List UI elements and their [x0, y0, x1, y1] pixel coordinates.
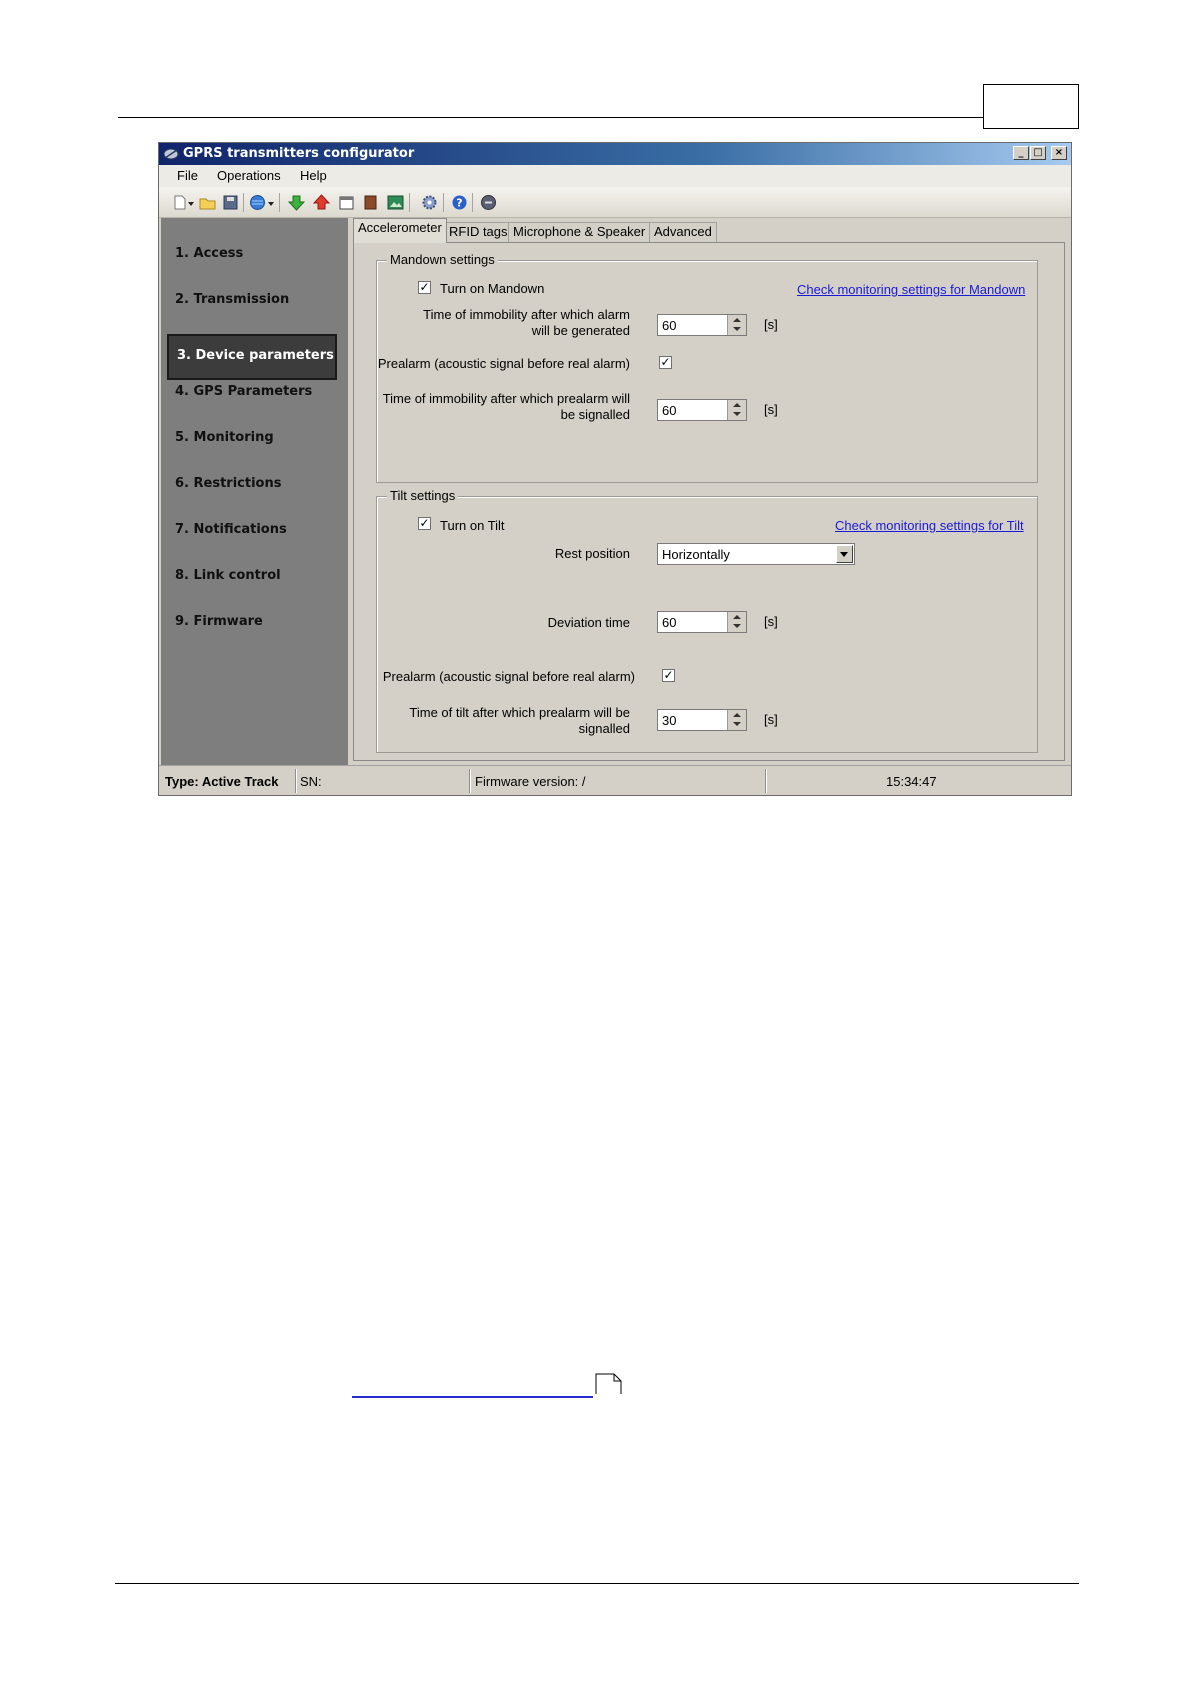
- menu-file[interactable]: File: [177, 168, 198, 183]
- tilt-settings-group: [376, 488, 1038, 753]
- mandown-prealarm-time-stepper[interactable]: [657, 399, 747, 421]
- tilt-prealarm-time-stepper[interactable]: [657, 709, 747, 731]
- minimize-button[interactable]: _: [1013, 146, 1029, 160]
- deviation-time-stepper[interactable]: [657, 611, 747, 633]
- menu-operations[interactable]: Operations: [217, 168, 281, 183]
- read-from-device-icon[interactable]: [288, 194, 305, 211]
- status-bar: [159, 765, 1071, 796]
- mandown-prealarm-time-value: 60: [662, 403, 677, 418]
- immobility-label: Time of immobility after which alarm: [423, 307, 630, 322]
- exit-icon[interactable]: [480, 194, 497, 211]
- sidebar-item-notifications[interactable]: 7. Notifications: [175, 522, 287, 537]
- tilt-monitoring-link[interactable]: Check monitoring settings for Tilt: [835, 518, 1024, 533]
- content-area: [349, 218, 1069, 765]
- page-header-rule: [118, 117, 984, 118]
- sidebar-item-transmission[interactable]: 2. Transmission: [175, 292, 290, 307]
- immobility-unit: [s]: [764, 317, 778, 332]
- tab-microphone-speaker[interactable]: Microphone & Speaker: [508, 222, 650, 242]
- image-icon[interactable]: [387, 194, 404, 211]
- page-number-box: [983, 84, 1079, 129]
- immobility-label-cont: will be generated: [531, 323, 630, 338]
- tilt-prealarm-checkbox[interactable]: ✓: [663, 668, 674, 682]
- page-footer-rule: [115, 1583, 1079, 1584]
- tab-advanced[interactable]: Advanced: [649, 222, 717, 242]
- rest-position-value: Horizontally: [662, 547, 730, 562]
- toolbar-separator: [279, 193, 280, 212]
- mandown-prealarm-checkbox[interactable]: ✓: [660, 355, 671, 369]
- help-icon[interactable]: [451, 194, 468, 211]
- sidebar-item-restrictions[interactable]: 6. Restrictions: [175, 476, 282, 491]
- close-button[interactable]: ×: [1051, 146, 1067, 160]
- open-folder-icon[interactable]: [199, 194, 216, 211]
- rest-position-label: Rest position: [554, 546, 630, 561]
- mandown-prealarm-time-label: Time of immobility after which prealarm will: [382, 391, 630, 406]
- rest-position-select[interactable]: [657, 543, 855, 565]
- status-separator: [765, 769, 766, 793]
- tilt-prealarm-time-label: Time of tilt after which prealarm will be: [409, 705, 630, 720]
- immobility-stepper-arrows[interactable]: [727, 315, 746, 335]
- dropdown-icon[interactable]: [187, 194, 195, 211]
- svg-text:?: ?: [456, 196, 463, 210]
- accelerometer-pane: [353, 242, 1065, 761]
- status-separator: [295, 769, 296, 793]
- mandown-prealarm-unit: [s]: [764, 402, 778, 417]
- tab-accelerometer[interactable]: Accelerometer: [353, 218, 447, 243]
- new-icon[interactable]: [171, 194, 188, 211]
- sidebar-item-monitoring[interactable]: 5. Monitoring: [175, 430, 274, 445]
- toolbar-separator: [472, 193, 473, 212]
- title-bar[interactable]: [159, 143, 1071, 165]
- tilt-prealarm-label: Prealarm (acoustic signal before real alarm): [382, 669, 635, 684]
- serial-number-status: SN:: [300, 774, 322, 789]
- toolbar-separator: [443, 193, 444, 212]
- mandown-monitoring-link[interactable]: Check monitoring settings for Mandown: [797, 282, 1026, 297]
- device-type-status: Type: Active Track: [165, 774, 279, 789]
- globe-connect-icon[interactable]: [249, 194, 266, 211]
- sidebar-item-gps-parameters[interactable]: 4. GPS Parameters: [175, 384, 313, 399]
- tilt-prealarm-time-label-cont: signalled: [578, 721, 630, 736]
- deviation-stepper-arrows[interactable]: [727, 612, 746, 632]
- sidebar-item-link-control[interactable]: 8. Link control: [175, 568, 281, 583]
- tilt-prealarm-unit: [s]: [764, 712, 778, 727]
- sidebar-item-device-parameters-label: 3. Device parameters: [177, 348, 334, 363]
- configurator-window: [158, 142, 1072, 796]
- deviation-time-label: Deviation time: [547, 615, 630, 630]
- tab-rfid-tags[interactable]: RFID tags: [444, 222, 513, 242]
- mandown-prealarm-stepper-arrows[interactable]: [727, 400, 746, 420]
- maximize-button[interactable]: □: [1030, 146, 1046, 160]
- tilt-prealarm-stepper-arrows[interactable]: [727, 710, 746, 730]
- immobility-time-value: 60: [662, 318, 677, 333]
- mandown-settings-group: [376, 252, 1038, 483]
- write-to-device-icon[interactable]: [313, 194, 330, 211]
- menu-help[interactable]: Help: [300, 168, 327, 183]
- mandown-checkbox[interactable]: ✓: [419, 280, 430, 294]
- dropdown-icon[interactable]: [267, 194, 275, 211]
- chevron-down-icon[interactable]: [836, 545, 853, 563]
- toolbar: [159, 187, 1071, 218]
- deviation-time-value: 60: [662, 615, 677, 630]
- firmware-version-status: Firmware version: /: [475, 774, 586, 789]
- sidebar: [161, 218, 348, 765]
- status-separator: [469, 769, 470, 793]
- page-reference-icon: [595, 1373, 623, 1395]
- document-link-underline[interactable]: [352, 1396, 593, 1398]
- mandown-group-title: Mandown settings: [387, 252, 498, 267]
- sidebar-item-firmware[interactable]: 9. Firmware: [175, 614, 263, 629]
- toolbar-separator: [409, 193, 410, 212]
- immobility-time-stepper[interactable]: [657, 314, 747, 336]
- tab-strip: [349, 218, 1069, 242]
- toolbar-separator: [243, 193, 244, 212]
- settings-gear-icon[interactable]: [421, 194, 438, 211]
- mandown-prealarm-time-label-cont: be signalled: [560, 407, 630, 422]
- mandown-prealarm-label: Prealarm (acoustic signal before real alarm): [377, 356, 630, 371]
- mandown-checkbox-label: Turn on Mandown: [440, 281, 545, 296]
- calendar-icon[interactable]: [338, 194, 355, 211]
- clock-status: 15:34:47: [886, 774, 937, 789]
- app-icon: [163, 147, 179, 161]
- menu-bar: [159, 165, 1071, 187]
- tilt-checkbox-label: Turn on Tilt: [440, 518, 505, 533]
- tilt-prealarm-time-value: 30: [662, 713, 677, 728]
- deviation-unit: [s]: [764, 614, 778, 629]
- book-icon[interactable]: [362, 194, 379, 211]
- save-icon[interactable]: [222, 194, 239, 211]
- sidebar-item-access[interactable]: 1. Access: [175, 246, 244, 261]
- tilt-group-title: Tilt settings: [387, 488, 458, 503]
- tilt-checkbox[interactable]: ✓: [419, 516, 430, 530]
- window-title: GPRS transmitters configurator: [183, 146, 415, 161]
